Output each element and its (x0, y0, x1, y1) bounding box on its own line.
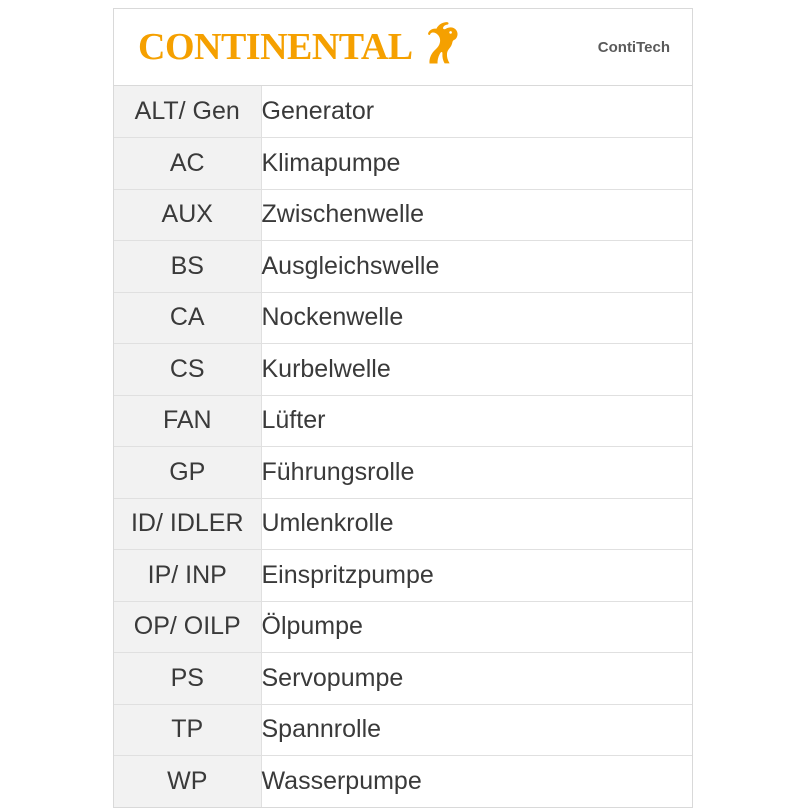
abbrev-code: CS (114, 344, 261, 396)
abbrev-description: Zwischenwelle (261, 189, 692, 241)
table-row (114, 344, 692, 396)
abbrev-description: Servopumpe (261, 653, 692, 705)
abbrev-description: Generator (261, 86, 692, 138)
table-row (114, 704, 692, 756)
abbrev-code: TP (114, 704, 261, 756)
table-row (114, 241, 692, 293)
table-row (114, 756, 692, 808)
abbrev-code: GP (114, 447, 261, 499)
table-row (114, 189, 692, 241)
abbrev-code: PS (114, 653, 261, 705)
abbrev-code: WP (114, 756, 261, 808)
table-row (114, 653, 692, 705)
abbrev-description: Wasserpumpe (261, 756, 692, 808)
abbrev-code: OP/ OILP (114, 601, 261, 653)
abbrev-code: FAN (114, 395, 261, 447)
table-row (114, 498, 692, 550)
horse-logo-icon (419, 20, 465, 71)
table-row (114, 601, 692, 653)
table-body (114, 86, 692, 807)
abbrev-description: Klimapumpe (261, 138, 692, 190)
abbrev-description: Ausgleichswelle (261, 241, 692, 293)
table-row (114, 138, 692, 190)
table-row (114, 86, 692, 138)
table-row (114, 395, 692, 447)
abbrev-code: IP/ INP (114, 550, 261, 602)
abbrev-code: AC (114, 138, 261, 190)
brand-logo (138, 20, 465, 75)
table-row (114, 550, 692, 602)
table-row (114, 447, 692, 499)
abbrev-description: Lüfter (261, 395, 692, 447)
abbrev-description: Kurbelwelle (261, 344, 692, 396)
brand-name: CONTINENTAL (138, 26, 413, 68)
abbrev-description: Einspritzpumpe (261, 550, 692, 602)
abbrev-description: Führungsrolle (261, 447, 692, 499)
abbrev-code: CA (114, 292, 261, 344)
abbrev-code: ID/ IDLER (114, 498, 261, 550)
brand-subtitle: ContiTech (597, 38, 670, 56)
abbrev-description: Spannrolle (261, 704, 692, 756)
table-row (114, 292, 692, 344)
abbrev-code: AUX (114, 189, 261, 241)
abbreviation-sheet (113, 8, 693, 808)
abbrev-description: Nockenwelle (261, 292, 692, 344)
abbreviation-table (114, 86, 692, 807)
abbrev-code: BS (114, 241, 261, 293)
abbrev-description: Umlenkrolle (261, 498, 692, 550)
brand-header (114, 9, 692, 86)
abbrev-description: Ölpumpe (261, 601, 692, 653)
abbrev-code: ALT/ Gen (114, 86, 261, 138)
